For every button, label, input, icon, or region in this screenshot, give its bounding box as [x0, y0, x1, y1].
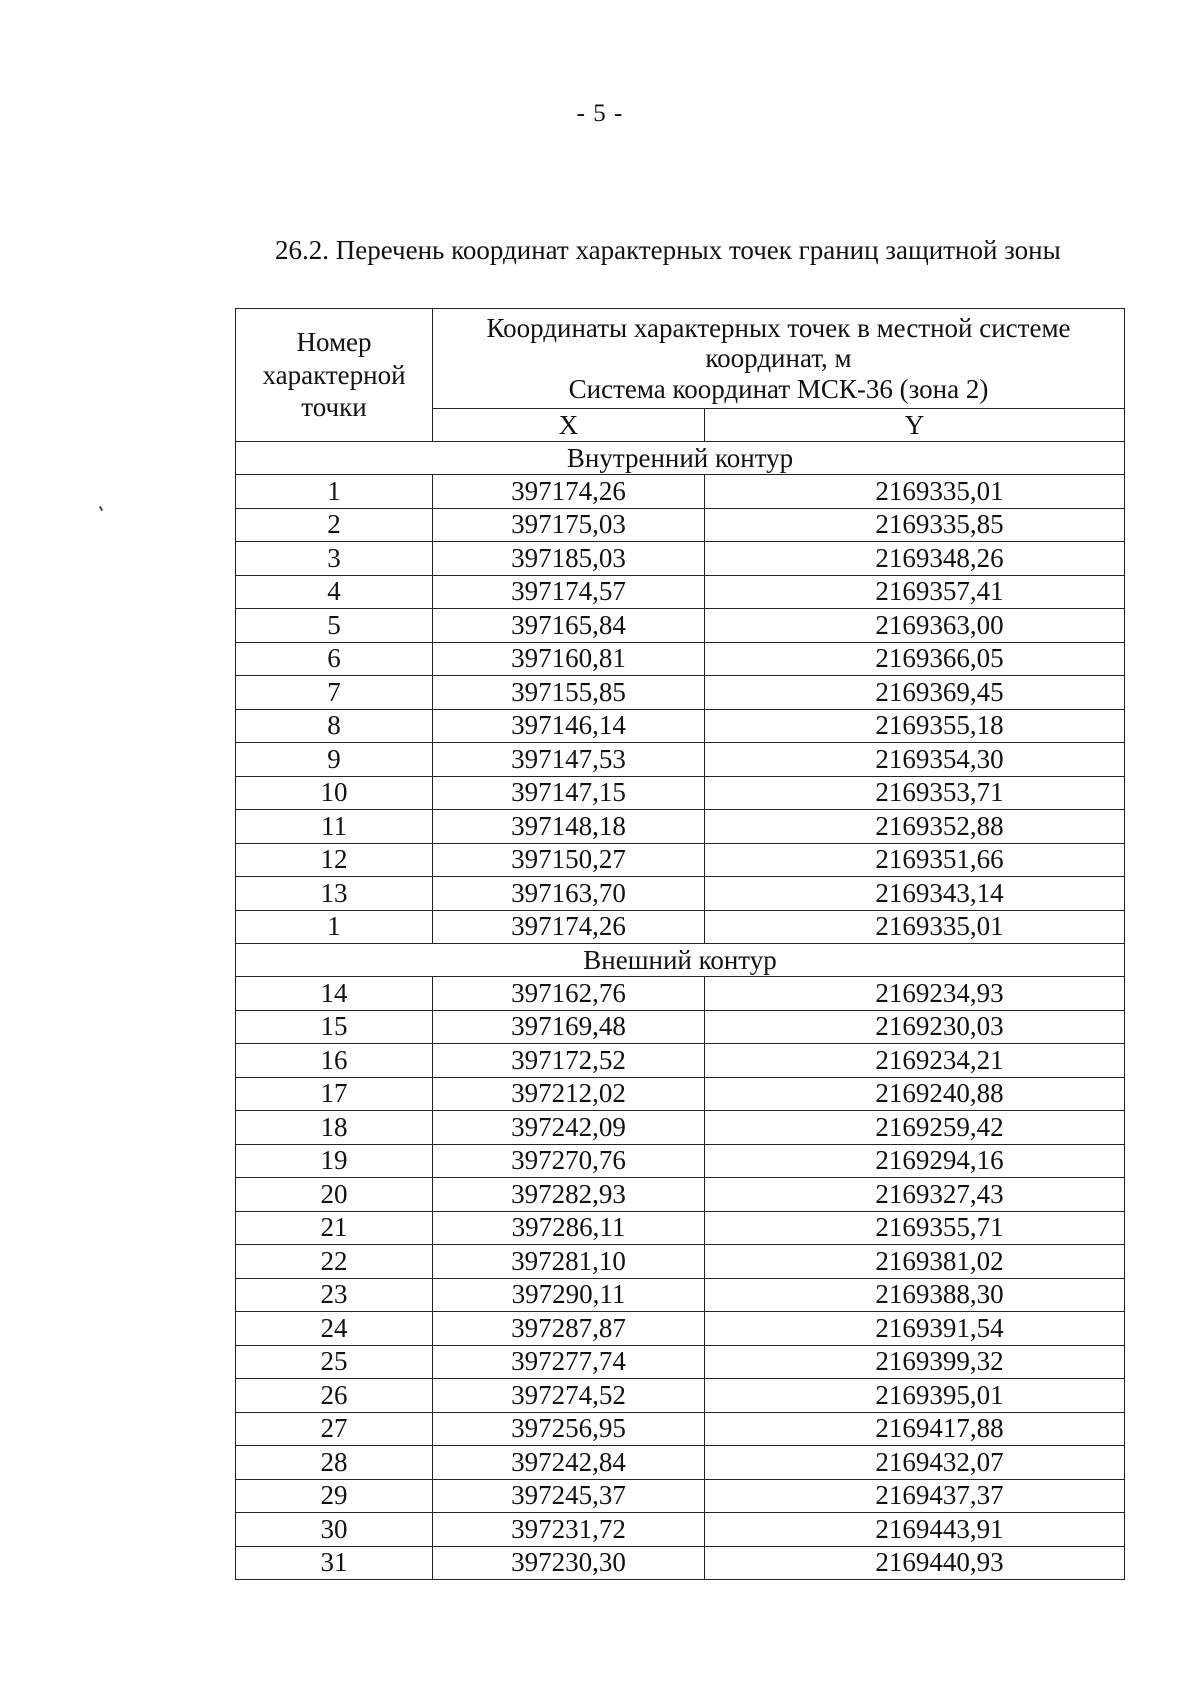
point-number-cell: 13 [236, 877, 433, 911]
x-coordinate-cell: 397150,27 [433, 843, 705, 877]
x-coordinate-cell: 397242,09 [433, 1111, 705, 1145]
y-coordinate-cell: 2169363,00 [705, 609, 1125, 643]
x-coordinate-cell: 397212,02 [433, 1077, 705, 1111]
x-coordinate-cell: 397160,81 [433, 642, 705, 676]
x-coordinate-cell: 397245,37 [433, 1479, 705, 1513]
table-row [236, 508, 1125, 542]
table-row [236, 776, 1125, 810]
section-heading: 26.2. Перечень координат характерных точек границ защитной зоны [275, 235, 1061, 265]
point-number-cell: 19 [236, 1144, 433, 1178]
point-number-cell: 16 [236, 1044, 433, 1078]
y-coordinate-cell: 2169230,03 [705, 1010, 1125, 1044]
x-coordinate-cell: 397270,76 [433, 1144, 705, 1178]
point-number-cell: 3 [236, 542, 433, 576]
header-coordinates [433, 309, 1125, 409]
table-row [236, 1479, 1125, 1513]
table-row [236, 1312, 1125, 1346]
point-number-cell: 12 [236, 843, 433, 877]
x-coordinate-cell: 397282,93 [433, 1178, 705, 1212]
header-coordinate-system: Система координат МСК-36 (зона 2) [568, 373, 989, 404]
x-coordinate-cell: 397277,74 [433, 1345, 705, 1379]
x-coordinate-cell: 397290,11 [433, 1278, 705, 1312]
x-coordinate-cell: 397242,84 [433, 1446, 705, 1480]
point-number-cell: 24 [236, 1312, 433, 1346]
y-coordinate-cell: 2169443,91 [705, 1513, 1125, 1547]
y-coordinate-cell: 2169234,21 [705, 1044, 1125, 1078]
table-row [236, 1446, 1125, 1480]
header-row [236, 309, 1125, 409]
table-row [236, 843, 1125, 877]
table-row [236, 1111, 1125, 1145]
x-coordinate-cell: 397174,26 [433, 475, 705, 509]
table-row [236, 542, 1125, 576]
point-number-cell: 25 [236, 1345, 433, 1379]
point-number-cell: 7 [236, 676, 433, 710]
table-row [236, 1144, 1125, 1178]
table-row [236, 1345, 1125, 1379]
y-coordinate-cell: 2169354,30 [705, 743, 1125, 777]
x-coordinate-cell: 397281,10 [433, 1245, 705, 1279]
table-row [236, 1211, 1125, 1245]
point-number-cell: 1 [236, 475, 433, 509]
table-row [236, 910, 1125, 944]
y-coordinate-cell: 2169348,26 [705, 542, 1125, 576]
point-number-cell: 5 [236, 609, 433, 643]
y-coordinate-cell: 2169357,41 [705, 575, 1125, 609]
y-coordinate-cell: 2169388,30 [705, 1278, 1125, 1312]
y-coordinate-cell: 2169366,05 [705, 642, 1125, 676]
point-number-cell: 9 [236, 743, 433, 777]
x-coordinate-cell: 397163,70 [433, 877, 705, 911]
point-number-cell: 20 [236, 1178, 433, 1212]
point-number-cell: 26 [236, 1379, 433, 1413]
table-row [236, 676, 1125, 710]
point-number-cell: 14 [236, 977, 433, 1011]
header-coordinates-title: Координаты характерных точек в местной системе координат, м [486, 313, 1071, 374]
table-row [236, 609, 1125, 643]
table-row [236, 709, 1125, 743]
table-row [236, 575, 1125, 609]
x-coordinate-cell: 397162,76 [433, 977, 705, 1011]
coordinates-table [235, 308, 1125, 1580]
point-number-cell: 31 [236, 1546, 433, 1580]
y-coordinate-cell: 2169381,02 [705, 1245, 1125, 1279]
y-coordinate-cell: 2169335,01 [705, 475, 1125, 509]
y-coordinate-cell: 2169355,71 [705, 1211, 1125, 1245]
x-coordinate-cell: 397230,30 [433, 1546, 705, 1580]
point-number-cell: 23 [236, 1278, 433, 1312]
header-x: X [433, 409, 705, 442]
x-coordinate-cell: 397155,85 [433, 676, 705, 710]
table-row [236, 1513, 1125, 1547]
table-row [236, 743, 1125, 777]
x-coordinate-cell: 397148,18 [433, 810, 705, 844]
y-coordinate-cell: 2169417,88 [705, 1412, 1125, 1446]
y-coordinate-cell: 2169440,93 [705, 1546, 1125, 1580]
y-coordinate-cell: 2169352,88 [705, 810, 1125, 844]
x-coordinate-cell: 397175,03 [433, 508, 705, 542]
point-number-cell: 4 [236, 575, 433, 609]
table-row [236, 642, 1125, 676]
x-coordinate-cell: 397231,72 [433, 1513, 705, 1547]
table-row [236, 1010, 1125, 1044]
y-coordinate-cell: 2169343,14 [705, 877, 1125, 911]
x-coordinate-cell: 397174,57 [433, 575, 705, 609]
y-coordinate-cell: 2169432,07 [705, 1446, 1125, 1480]
y-coordinate-cell: 2169335,01 [705, 910, 1125, 944]
x-coordinate-cell: 397169,48 [433, 1010, 705, 1044]
x-coordinate-cell: 397146,14 [433, 709, 705, 743]
y-coordinate-cell: 2169353,71 [705, 776, 1125, 810]
table-row [236, 475, 1125, 509]
x-coordinate-cell: 397172,52 [433, 1044, 705, 1078]
table-row [236, 977, 1125, 1011]
x-coordinate-cell: 397256,95 [433, 1412, 705, 1446]
y-coordinate-cell: 2169351,66 [705, 843, 1125, 877]
section-row [236, 442, 1125, 475]
point-number-cell: 22 [236, 1245, 433, 1279]
point-number-cell: 1 [236, 910, 433, 944]
point-number-cell: 29 [236, 1479, 433, 1513]
point-number-cell: 21 [236, 1211, 433, 1245]
table-row [236, 1077, 1125, 1111]
header-y: Y [705, 409, 1125, 442]
point-number-cell: 6 [236, 642, 433, 676]
y-coordinate-cell: 2169327,43 [705, 1178, 1125, 1212]
y-coordinate-cell: 2169437,37 [705, 1479, 1125, 1513]
x-coordinate-cell: 397274,52 [433, 1379, 705, 1413]
table-row [236, 1278, 1125, 1312]
point-number-cell: 8 [236, 709, 433, 743]
section-row [236, 944, 1125, 977]
section-title: Внутренний контур [236, 442, 1125, 475]
x-coordinate-cell: 397174,26 [433, 910, 705, 944]
table-row [236, 1412, 1125, 1446]
point-number-cell: 17 [236, 1077, 433, 1111]
table-row [236, 1044, 1125, 1078]
table-row [236, 1245, 1125, 1279]
x-coordinate-cell: 397147,15 [433, 776, 705, 810]
y-coordinate-cell: 2169234,93 [705, 977, 1125, 1011]
point-number-cell: 27 [236, 1412, 433, 1446]
point-number-cell: 2 [236, 508, 433, 542]
x-coordinate-cell: 397185,03 [433, 542, 705, 576]
y-coordinate-cell: 2169369,45 [705, 676, 1125, 710]
y-coordinate-cell: 2169355,18 [705, 709, 1125, 743]
table-row [236, 1178, 1125, 1212]
section-title: Внешний контур [236, 944, 1125, 977]
point-number-cell: 11 [236, 810, 433, 844]
table-row [236, 1546, 1125, 1580]
y-coordinate-cell: 2169240,88 [705, 1077, 1125, 1111]
x-coordinate-cell: 397287,87 [433, 1312, 705, 1346]
table-row [236, 877, 1125, 911]
point-number-cell: 10 [236, 776, 433, 810]
table-row [236, 810, 1125, 844]
point-number-cell: 18 [236, 1111, 433, 1145]
y-coordinate-cell: 2169399,32 [705, 1345, 1125, 1379]
table-row [236, 1379, 1125, 1413]
y-coordinate-cell: 2169391,54 [705, 1312, 1125, 1346]
scan-mark [99, 506, 103, 511]
y-coordinate-cell: 2169335,85 [705, 508, 1125, 542]
y-coordinate-cell: 2169259,42 [705, 1111, 1125, 1145]
y-coordinate-cell: 2169294,16 [705, 1144, 1125, 1178]
point-number-cell: 28 [236, 1446, 433, 1480]
y-coordinate-cell: 2169395,01 [705, 1379, 1125, 1413]
table-body [236, 309, 1125, 1580]
x-coordinate-cell: 397286,11 [433, 1211, 705, 1245]
point-number-cell: 15 [236, 1010, 433, 1044]
page-number: - 5 - [576, 100, 624, 127]
header-point-number: Номер характерной точки [236, 309, 433, 442]
x-coordinate-cell: 397147,53 [433, 743, 705, 777]
point-number-cell: 30 [236, 1513, 433, 1547]
x-coordinate-cell: 397165,84 [433, 609, 705, 643]
